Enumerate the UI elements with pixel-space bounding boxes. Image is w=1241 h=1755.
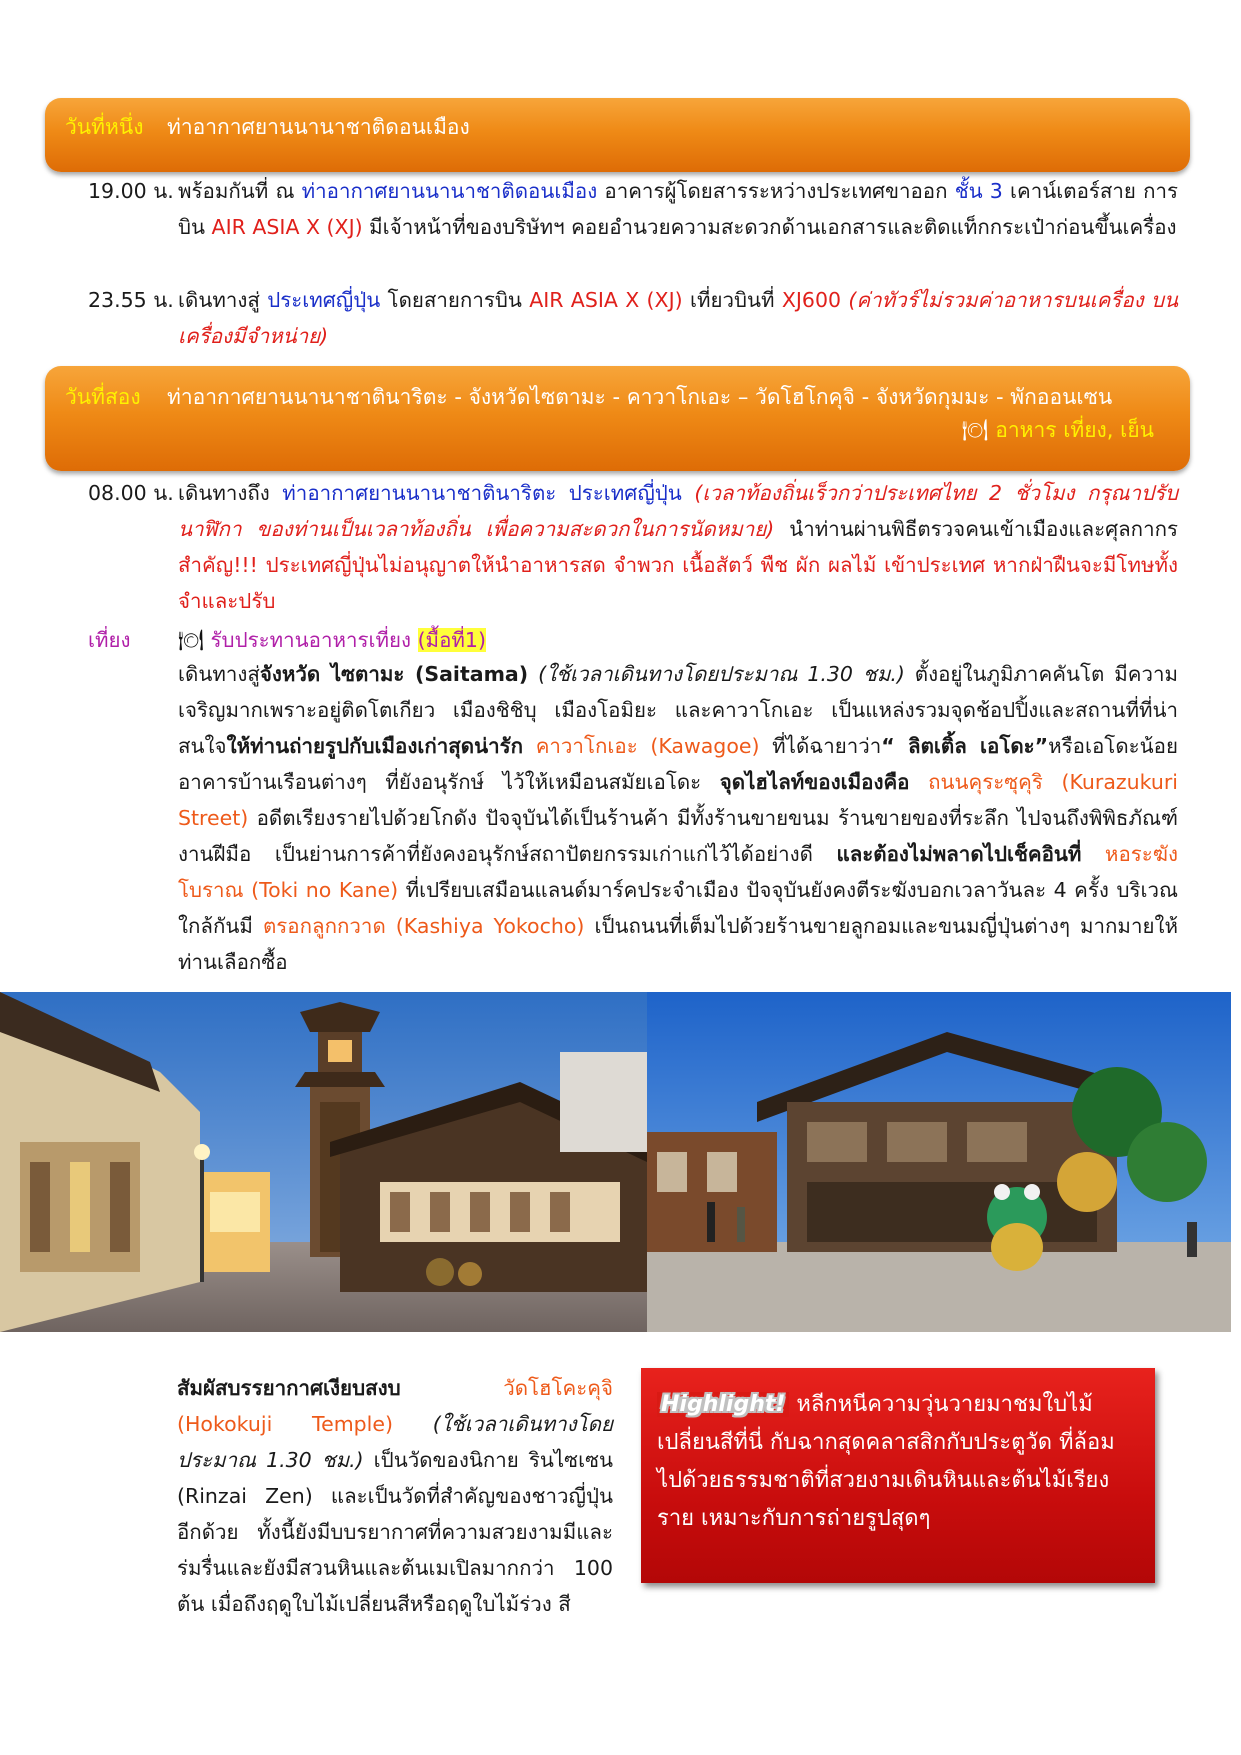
meal-icon: 🍽	[961, 418, 989, 442]
highlight-text: หลีกหนีความวุ่นวายมาชมใบไม้เปลี่ยนสีที่นี่ กับฉากสุดคลาสสิกกับประตูวัด ที่ล้อมไปด้วยธรรมชาติที่สวยงามเดินหินและต้นไม้เรียงราย เหมาะกับการถ่ายรูปสุดๆ	[657, 1392, 1115, 1531]
text-part: ที่เปรียบเสมือนแลนด์มาร์คประจำเมือง ปัจจุบันยังคงตีระฆังบอกเวลาวันละ 4 ครั้ง บริเวณใกล้กันมี	[178, 878, 1179, 938]
text-part: เคาน์เตอร์สาย การบิน	[178, 179, 1179, 239]
text-part: หรือเอโดะน้อย อาคารบ้านเรือนต่างๆ ที่ยังอนุรักษ์ ไว้ให้เหมือนสมัยเอโดะ	[178, 734, 1178, 794]
place-name: จังหวัด ไซตามะ (Saitama)	[259, 662, 529, 686]
time-label: 19.00 น.	[88, 179, 174, 203]
lunch-label: เที่ยง	[88, 628, 131, 652]
day1-label: วันที่หนึ่ง	[65, 115, 144, 139]
time-label: 08.00 น.	[88, 481, 174, 505]
duration-note: (ใช้เวลาเดินทางโดยประมาณ 1.30 ชม.)	[177, 1412, 614, 1472]
highlight-box	[641, 1368, 1155, 1583]
paragraph-text	[178, 656, 1178, 980]
text-part: เป็นวัดของนิกาย รินไซเซน (Rinzai Zen) และเป็นวัดที่สำคัญของชาวญี่ปุ่นอีกด้วย ทั้งนี้ยังมีบบรยากาศที่ความสวยงามมีและร่มรื่นและยังมีสวนหินและต้นเมเปิลมากกว่า 100 ต้น เมื่อถึงฤดูใบไม้เปลี่ยนสีหรือฤดูใบไม้ร่วง สี	[177, 1448, 613, 1616]
text-part: อดีตเรียงรายไปด้วยโกดัง ปัจจุบันได้เป็นร้านค้า มีทั้งร้านขายขนม ร้านขายของที่ระลึก ไปจนถึงพิพิธภัณฑ์ งานฝีมือ เป็นย่านการค้าที่ยังคงอนุรักษ์สถาปัตยกรรมเก่าแก่ไว้ได้อย่างดี	[178, 806, 1178, 866]
meal-note: (ค่าทัวร์ไม่รวมค่าอาหารบนเครื่อง บนเครื่องมีจำหน่าย)	[178, 288, 1178, 348]
item-text	[178, 282, 1178, 354]
bell-tower-image	[0, 992, 647, 1332]
place-name: ตรอกลูกกวาด (Kashiya Yokocho)	[262, 914, 585, 938]
hokokuji-paragraph	[177, 1370, 613, 1622]
duration-note: (ใช้เวลาเดินทางโดยประมาณ 1.30 ชม.)	[528, 662, 905, 686]
warning-text: สำคัญ!!! ประเทศญี่ปุ่นไม่อนุญาตให้นำอาหารสด จำพวก เนื้อสัตว์ พืช ผัก ผลไม้ เข้าประเทศ หากฝ่าฝืนจะมีโทษทั้งจำและปรับ	[178, 553, 1178, 613]
text-part: ที่ได้ฉายาว่า	[759, 734, 882, 758]
bold-text: จุดไฮไลท์ของเมืองคือ	[719, 770, 910, 794]
photo-kurazukuri-street	[647, 992, 1231, 1332]
day2-banner	[45, 366, 1190, 471]
airline-name: AIR ASIA X (XJ)	[211, 215, 363, 239]
bold-text: สัมผัสบรรยากาศเงียบสงบ	[177, 1376, 401, 1400]
photo-bell-tower	[0, 992, 647, 1332]
place-name: หอระฆังโบราณ (Toki no Kane)	[178, 842, 1178, 902]
nickname: “ ลิตเติ้ล เอโดะ”	[881, 734, 1049, 758]
airline-name: AIR ASIA X (XJ)	[529, 288, 683, 312]
kurazukuri-image	[647, 992, 1231, 1332]
day1-title: ท่าอากาศยานนานาชาติดอนเมือง	[167, 115, 470, 139]
highlight-tag: Highlight!	[657, 1392, 789, 1417]
place-name: ถนนคุระซุคุริ (Kurazukuri Street)	[178, 770, 1179, 830]
airport-name: ท่าอากาศยานนานาชาตินาริตะ ประเทศญี่ปุ่น	[282, 481, 682, 505]
flight-number: XJ600	[781, 288, 842, 312]
text-part: ตั้งอยู่ในภูมิภาคคันโต มีความเจริญมากเพราะอยู่ติดโตเกียว เมืองชิชิบุ เมืองโอมิยะ และคาวาโกเอะ เป็นแหล่งรวมจุดช้อปปิ้งและสถานที่ที่น่าสนใจ	[178, 662, 1178, 758]
airport-name: ท่าอากาศยานนานาชาติดอนเมือง	[301, 179, 598, 203]
country-name: ประเทศญี่ปุ่น	[267, 288, 381, 312]
text-part: เดินทางถึง	[178, 481, 283, 505]
text-part: โดยสายการบิน	[380, 288, 530, 312]
text-part: อาคารผู้โดยสารระหว่างประเทศขาออก	[597, 179, 955, 203]
floor-label: ชั้น 3	[954, 179, 1003, 203]
meal-info	[962, 413, 1154, 447]
day2-label: วันที่สอง	[65, 385, 141, 409]
text-part: นำท่านผ่านพิธีตรวจคนเข้าเมืองและศุลกากร	[774, 517, 1178, 541]
item-text	[178, 475, 1178, 619]
lunch-text	[178, 622, 1178, 658]
meal-text: อาหาร เที่ยง, เย็น	[995, 418, 1154, 442]
text-part: เดินทางสู่	[178, 662, 260, 686]
day1-banner	[45, 98, 1190, 172]
text-part: เที่ยวบินที่	[682, 288, 782, 312]
day2-title: ท่าอากาศยานนานาชาตินาริตะ - จังหวัดไซตามะ - คาวาโกเอะ – วัดโฮโกคุจิ - จังหวัดกุมมะ - พักออนเซน	[167, 385, 1113, 409]
bold-text: ให้ท่านถ่ายรูปกับเมืองเก่าสุดน่ารัก	[226, 734, 524, 758]
text-part: เป็นถนนที่เต็มไปด้วยร้านขายลูกอมและขนมญี่ปุ่นต่างๆ มากมายให้ท่านเลือกซื้อ	[178, 914, 1178, 974]
meal-badge: (มื้อที่1)	[417, 628, 486, 652]
text-part: มีเจ้าหน้าที่ของบริษัทฯ คอยอำนวยความสะดวกด้านเอกสารและติดแท็กกระเป๋าก่อนขึ้นเครื่อง	[362, 215, 1177, 239]
text-part: รับประทานอาหารเที่ยง	[204, 628, 418, 652]
place-name: คาวาโกเอะ (Kawagoe)	[523, 734, 760, 758]
bold-text: และต้องไม่พลาดไปเช็คอินที่	[836, 842, 1082, 866]
time-note: (เวลาท้องถิ่นเร็วกว่าประเทศไทย 2 ชั่วโมง กรุณาปรับนาฬิกา ของท่านเป็นเวลาท้องถิ่น เพื่อความสะดวกในการนัดหมาย)	[178, 481, 1179, 541]
text-part: เดินทางสู่	[178, 288, 268, 312]
item-text	[178, 173, 1178, 245]
meal-icon: 🍽	[178, 628, 205, 652]
time-label: 23.55 น.	[88, 288, 174, 312]
place-name: วัดโฮโคะคุจิ (Hokokuji Temple)	[177, 1376, 613, 1436]
text-part: พร้อมกันที่ ณ	[178, 179, 302, 203]
